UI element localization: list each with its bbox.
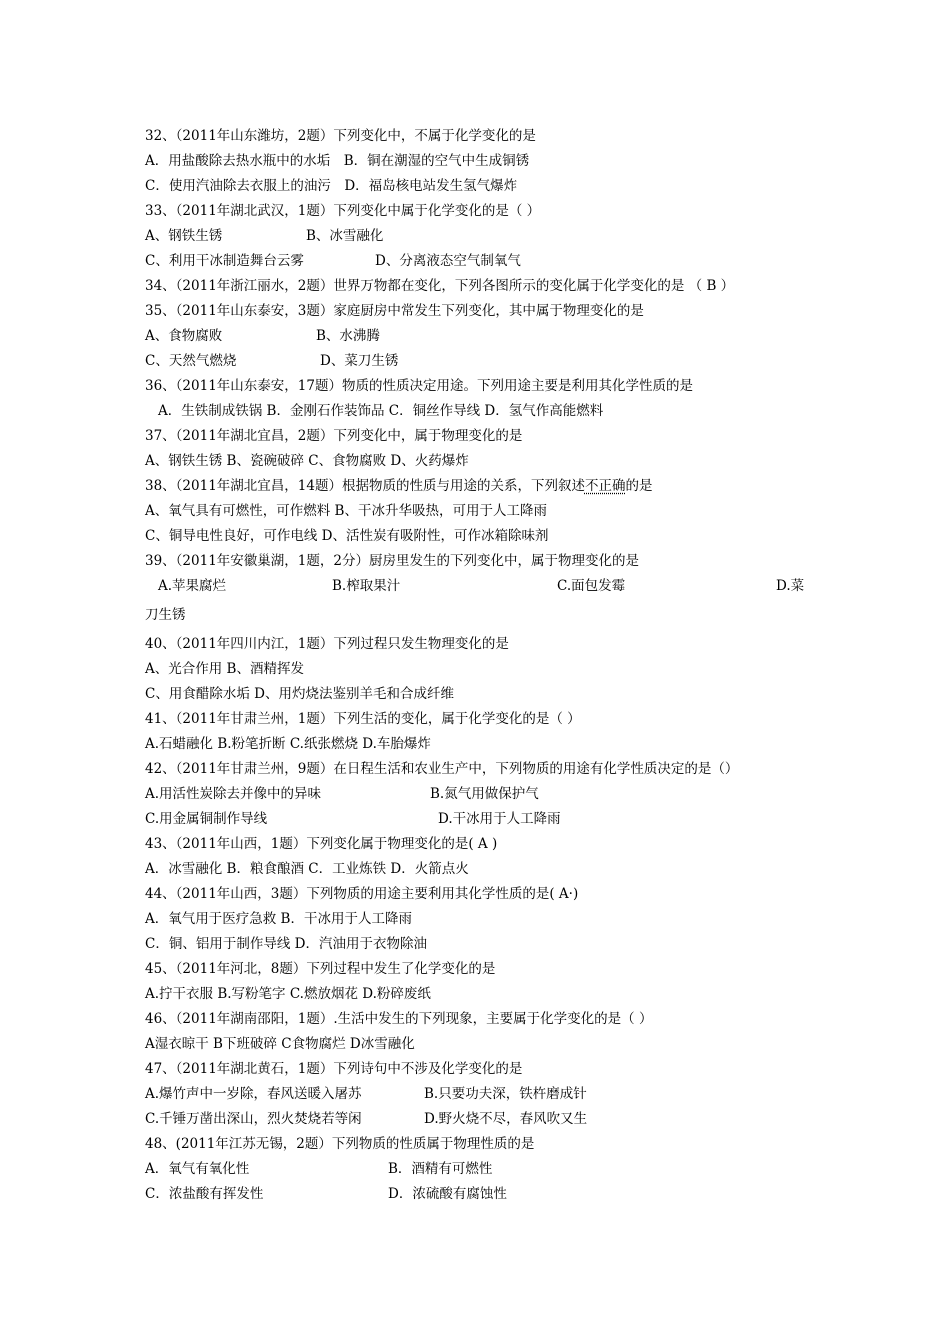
q44-options-ab: A．氧气用于医疗急救 B．干冰用于人工降雨 (145, 911, 412, 927)
q35-option-a: A、食物腐败 (145, 328, 223, 344)
q48-option-d: D．浓硫酸有腐蚀性 (388, 1186, 507, 1202)
q38-options-cd: C、铜导电性良好，可作电线 D、活性炭有吸附性，可作冰箱除味剂 (145, 528, 549, 544)
q37-title: 37、（2011年湖北宜昌，2题）下列变化中，属于物理变化的是 (145, 428, 523, 444)
q48-option-c: C．浓盐酸有挥发性 (145, 1186, 264, 1202)
q33-option-a: A、钢铁生锈 (145, 228, 223, 244)
q44-options-cd: C．铜、铝用于制作导线 D．汽油用于衣物除油 (145, 936, 427, 952)
q39-option-d-wrap: 刀生锈 (145, 607, 186, 623)
q47-option-b: B.只要功夫深，铁杵磨成针 (424, 1086, 587, 1102)
q38-title (145, 477, 652, 495)
q45-title: 45、（2011年河北，8题）下列过程中发生了化学变化的是 (145, 961, 496, 977)
q47-option-a: A.爆竹声中一岁除，春风送暖入屠苏 (145, 1086, 362, 1102)
q33-option-c: C、利用干冰制造舞台云雾 (145, 253, 304, 269)
q46-title: 46、（2011年湖南邵阳，1题）.生活中发生的下列现象，主要属于化学变化的是（ ） (145, 1011, 653, 1027)
q35-title: 35、（2011年山东泰安，3题）家庭厨房中常发生下列变化，其中属于物理变化的是 (145, 303, 644, 319)
q38-stem-end: 的是 (625, 478, 653, 494)
q48-option-a: A．氧气有氧化性 (145, 1161, 250, 1177)
q42-option-c: C.用金属铜制作导线 (145, 811, 268, 827)
q32-options-cd: C．使用汽油除去衣服上的油污 D．福岛核电站发生氢气爆炸 (145, 178, 518, 194)
q39-option-b: B.榨取果汁 (332, 578, 401, 594)
q33-option-d: D、分离液态空气制氧气 (375, 253, 521, 269)
q45-options: A.拧干衣服 B.写粉笔字 C.燃放烟花 D.粉碎废纸 (145, 986, 431, 1002)
q36-title (145, 377, 693, 395)
q40-title: 40、（2011年四川内江，1题）下列过程只发生物理变化的是 (145, 636, 509, 652)
q38-emphasis: 不正确 (584, 478, 626, 494)
q41-options: A.石蜡融化 B.粉笔折断 C.纸张燃烧 D.车胎爆炸 (145, 736, 431, 752)
q37-options: A、钢铁生锈 B、瓷碗破碎 C、食物腐败 D、火药爆炸 (145, 453, 469, 469)
q47-option-c: C.千锤万凿出深山，烈火焚烧若等闲 (145, 1111, 362, 1127)
q42-option-d: D.干冰用于人工降雨 (438, 811, 561, 827)
q36-source: 36、（2011年山东泰安，17题） (145, 378, 342, 394)
q44-title: 44、（2011年山西，3题）下列物质的用途主要利用其化学性质的是( A·) (145, 886, 579, 902)
q35-option-c: C、天然气燃烧 (145, 353, 237, 369)
q35-option-b: B、水沸腾 (316, 328, 380, 344)
q33-option-b: B、冰雪融化 (306, 228, 384, 244)
q38-options-ab: A、氧气具有可燃性，可作燃料 B、干冰升华吸热，可用于人工降雨 (145, 503, 547, 519)
q38-stem: 38、（2011年湖北宜昌，14题）根据物质的性质与用途的关系，下列叙述 (145, 478, 585, 494)
q34-title: 34、（2011年浙江丽水，2题）世界万物都在变化，下列各图所示的变化属于化学变化的是 （ B ） (145, 278, 735, 294)
q47-option-d: D.野火烧不尽，春风吹又生 (424, 1111, 588, 1127)
q35-option-d: D、菜刀生锈 (320, 353, 399, 369)
q39-title: 39、（2011年安徽巢湖，1题，2分）厨房里发生的下列变化中，属于物理变化的是 (145, 553, 639, 569)
q46-options: A湿衣晾干 B下班破碎 C食物腐烂 D冰雪融化 (145, 1036, 415, 1052)
q40-options-cd: C、用食醋除水垢 D、用灼烧法鉴别羊毛和合成纤维 (145, 686, 454, 702)
q48-title: 48、(2011年江苏无锡，2题）下列物质的性质属于物理性质的是 (145, 1136, 535, 1152)
q43-title: 43、（2011年山西，1题）下列变化属于物理变化的是( A ) (145, 836, 498, 852)
q39-option-a: A.苹果腐烂 (158, 578, 227, 594)
q36-stem: 物质的性质决定用途。下列用途主要是利用其化学性质的是 (341, 378, 693, 394)
q39-option-d: D.菜 (776, 578, 805, 594)
q42-title: 42、（2011年甘肃兰州，9题）在日程生活和农业生产中，下列物质的用途有化学性质决定的是（） (145, 761, 739, 777)
q48-option-b: B．酒精有可燃性 (388, 1161, 493, 1177)
q42-option-a: A.用活性炭除去并像中的异味 (145, 786, 322, 802)
q36-options: A．生铁制成铁锅 B．金刚石作装饰品 C．铜丝作导线 D．氢气作高能燃料 (158, 403, 604, 419)
q42-option-b: B.氮气用做保护气 (430, 786, 539, 802)
q33-title: 33、（2011年湖北武汉，1题）下列变化中属于化学变化的是（ ） (145, 203, 541, 219)
q39-option-c: C.面包发霉 (557, 578, 626, 594)
q47-title: 47、（2011年湖北黄石，1题）下列诗句中不涉及化学变化的是 (145, 1061, 523, 1077)
q43-options: A．冰雪融化 B．粮食酿酒 C．工业炼铁 D．火箭点火 (145, 861, 469, 877)
q41-title: 41、（2011年甘肃兰州，1题）下列生活的变化，属于化学变化的是（ ） (145, 711, 581, 727)
q32-options-ab: A．用盐酸除去热水瓶中的水垢 B．铜在潮湿的空气中生成铜锈 (145, 153, 530, 169)
q32-title: 32、（2011年山东潍坊，2题）下列变化中，不属于化学变化的是 (145, 128, 536, 144)
q40-options-ab: A、光合作用 B、酒精挥发 (145, 661, 304, 677)
